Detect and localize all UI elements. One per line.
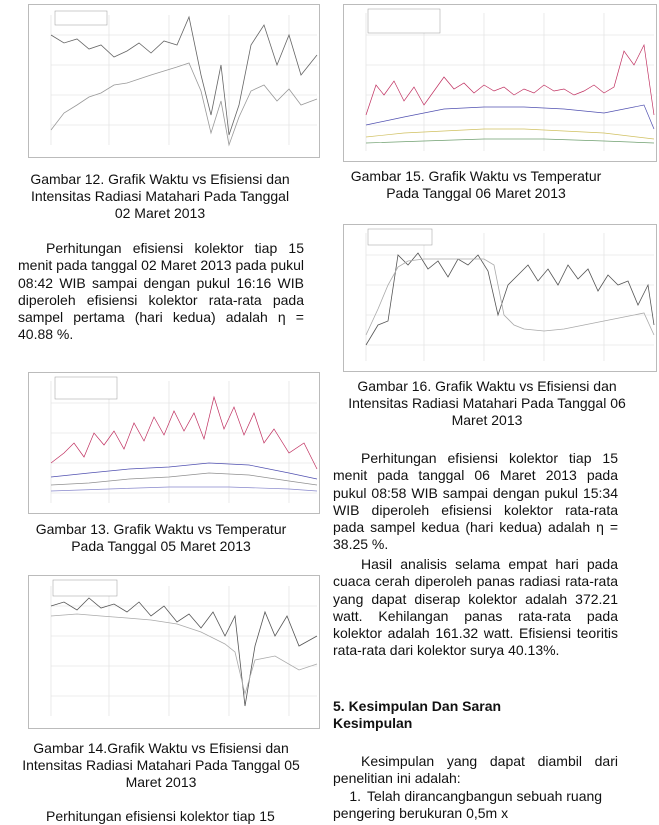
right-paragraph-3 (333, 753, 618, 788)
figure-12-caption: Gambar 12. Grafik Waktu vs Efisiensi dan Intensitas Radiasi Matahari Pada Tanggal 02 Maret 2013 (30, 171, 290, 221)
right-paragraph-2-text: Hasil analisis selama empat hari pada cuaca cerah diperoleh panas radiasi rata-rata yang dapat diserap kolektor adalah 372.21 watt. Kehilangan panas rata-rata pada kolektor adalah 161.32 watt. Efisiensi teoritis rata-rata dari kolektor surya 40.13%. (333, 556, 618, 659)
subsection-heading: Kesimpulan (333, 715, 413, 731)
right-paragraph-1-text: Perhitungan efisiensi kolektor tiap 15 menit pada tanggal 06 Maret 2013 pada pukul 08:58 WIB sampai dengan pukul 15:34 WIB diperoleh efisiensi kolektor rata-rata pada sampel kedua (hari kedua) adalah η = 38.25 %. (333, 450, 618, 553)
figure-16-caption: Gambar 16. Grafik Waktu vs Efisiensi dan Intensitas Radiasi Matahari Pada Tanggal 06 Maret 2013 (348, 378, 626, 428)
figure-14-caption: Gambar 14.Grafik Waktu vs Efisiensi dan Intensitas Radiasi Matahari Pada Tanggal 05 Maret 2013 (22, 740, 300, 790)
conclusion-list-item (333, 788, 618, 822)
figure-15-caption: Gambar 15. Grafik Waktu vs Temperatur Pada Tanggal 06 Maret 2013 (350, 168, 602, 201)
figure-14-chart (28, 575, 320, 729)
left-paragraph-1-text: Perhitungan efisiensi kolektor tiap 15 menit pada tanggal 02 Maret 2013 pada pukul 08:42 WIB sampai dengan pukul 16:16 WIB diperoleh efisiensi kolektor rata-rata pada sampel pertama (hari kedua) adalah η = 40.88 %. (18, 240, 304, 343)
section-heading: 5. Kesimpulan Dan Saran (333, 698, 502, 714)
right-paragraph-1 (333, 450, 618, 554)
list-number: 1. (349, 788, 361, 804)
left-paragraph-2-text: Perhitungan efisiensi kolektor tiap 15 (46, 808, 275, 824)
figure-13-chart (28, 372, 320, 514)
figure-12-chart (28, 4, 320, 158)
figure-16-chart (343, 224, 657, 372)
left-paragraph-2 (18, 808, 304, 825)
figure-15-chart (343, 4, 657, 162)
right-paragraph-2 (333, 556, 618, 660)
right-paragraph-3-text: Kesimpulan yang dapat diambil dari penelitian ini adalah: (333, 753, 618, 787)
list-item-text: Telah dirancangbangun sebuah ruang pengering berukuran 0,5m x (333, 788, 603, 821)
figure-13-caption: Gambar 13. Grafik Waktu vs Temperatur Pada Tanggal 05 Maret 2013 (35, 521, 287, 554)
left-paragraph-1 (18, 240, 304, 344)
